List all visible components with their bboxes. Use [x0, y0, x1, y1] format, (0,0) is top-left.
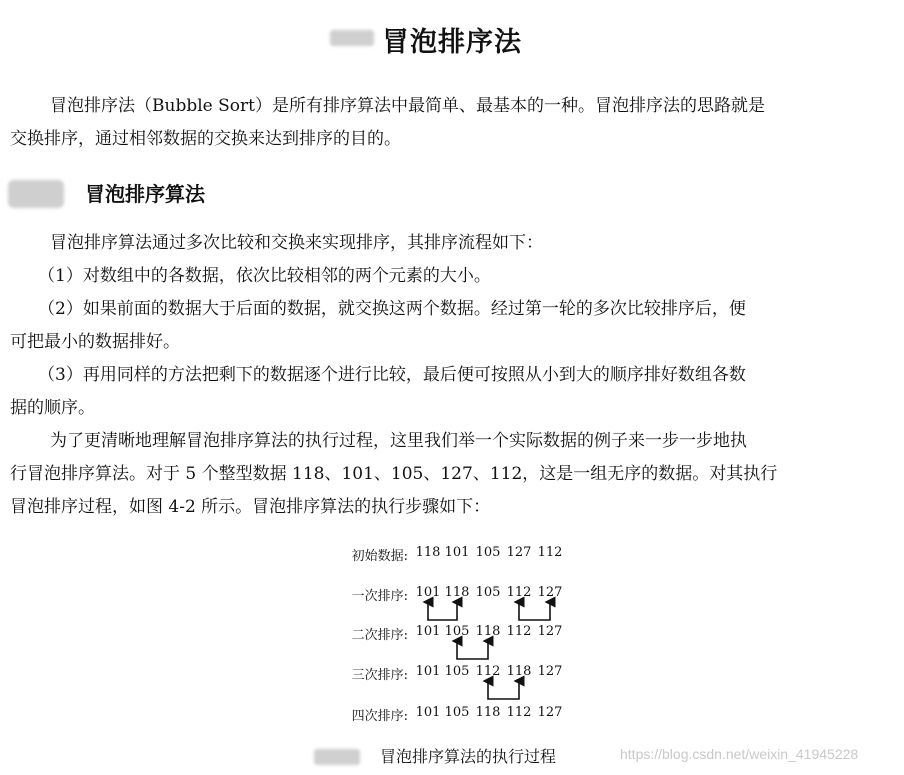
diagram-value: 101 [415, 705, 441, 720]
step-1: （1）对数组中的各数据，依次比较相邻的两个元素的大小。 [38, 266, 491, 286]
diagram-value: 105 [444, 664, 470, 679]
diagram-value: 105 [475, 585, 501, 600]
diagram-row-label: 四次排序: [351, 709, 408, 724]
diagram-row-label: 三次排序: [351, 668, 408, 683]
diagram-value: 118 [475, 705, 501, 720]
diagram-value: 118 [415, 545, 441, 560]
diagram-value: 112 [506, 705, 532, 720]
diagram-row-label: 二次排序: [351, 628, 408, 643]
diagram-row-label: 一次排序: [351, 589, 408, 604]
intro-line-2: 交换排序，通过相邻数据的交换来达到排序的目的。 [10, 129, 401, 149]
diagram-value: 101 [415, 585, 441, 600]
diagram-value: 118 [475, 624, 501, 639]
swap-arrow [457, 641, 488, 659]
step-2-line-1: （2）如果前面的数据大于后面的数据，就交换这两个数据。经过第一轮的多次比较排序后，便 [38, 299, 746, 319]
paragraph-2-line-3: 冒泡排序过程，如图 4-2 所示。冒泡排序算法的执行步骤如下： [10, 497, 491, 517]
redacted-block-caption [314, 749, 360, 765]
swap-arrow [519, 602, 550, 620]
body-line-1: 冒泡排序算法通过多次比较和交换来实现排序，其排序流程如下： [50, 233, 543, 253]
diagram-value: 112 [506, 585, 532, 600]
diagram-value: 112 [475, 664, 501, 679]
diagram-value: 101 [444, 545, 470, 560]
diagram-value: 127 [506, 545, 532, 560]
diagram-value: 127 [537, 585, 563, 600]
section-title: 冒泡排序算法 [85, 182, 205, 206]
diagram-value: 105 [444, 624, 470, 639]
diagram-value: 105 [444, 705, 470, 720]
swap-arrow [428, 602, 457, 620]
paragraph-2-line-1: 为了更清晰地理解冒泡排序算法的执行过程，这里我们举一个实际数据的例子来一步一步地执 [50, 431, 747, 451]
diagram-value: 127 [537, 705, 563, 720]
diagram-value: 105 [475, 545, 501, 560]
diagram-row-label: 初始数据: [351, 549, 408, 564]
diagram-value: 127 [537, 624, 563, 639]
diagram-value: 118 [506, 664, 532, 679]
step-3-line-1: （3）再用同样的方法把剩下的数据逐个进行比较，最后便可按照从小到大的顺序排好数组各数 [38, 365, 746, 385]
diagram-value: 101 [415, 624, 441, 639]
page-title: 冒泡排序法 [382, 27, 522, 58]
swap-arrow [488, 681, 519, 699]
step-2-line-2: 可把最小的数据排好。 [10, 332, 180, 352]
diagram-value: 118 [444, 585, 470, 600]
paragraph-2-line-2: 行冒泡排序算法。对于 5 个整型数据 118、101、105、127、112，这是一组无序的数据。对其执行 [10, 464, 778, 484]
diagram-value: 127 [537, 664, 563, 679]
diagram-value: 112 [537, 545, 563, 560]
figure-caption: 冒泡排序算法的执行过程 [380, 747, 557, 766]
step-3-line-2: 据的顺序。 [10, 398, 95, 418]
intro-line-1: 冒泡排序法（Bubble Sort）是所有排序算法中最简单、最基本的一种。冒泡排序法的思路就是 [50, 96, 765, 116]
watermark-url: https://blog.csdn.net/weixin_41945228 [620, 746, 859, 762]
diagram-value: 101 [415, 664, 441, 679]
diagram-value: 112 [506, 624, 532, 639]
